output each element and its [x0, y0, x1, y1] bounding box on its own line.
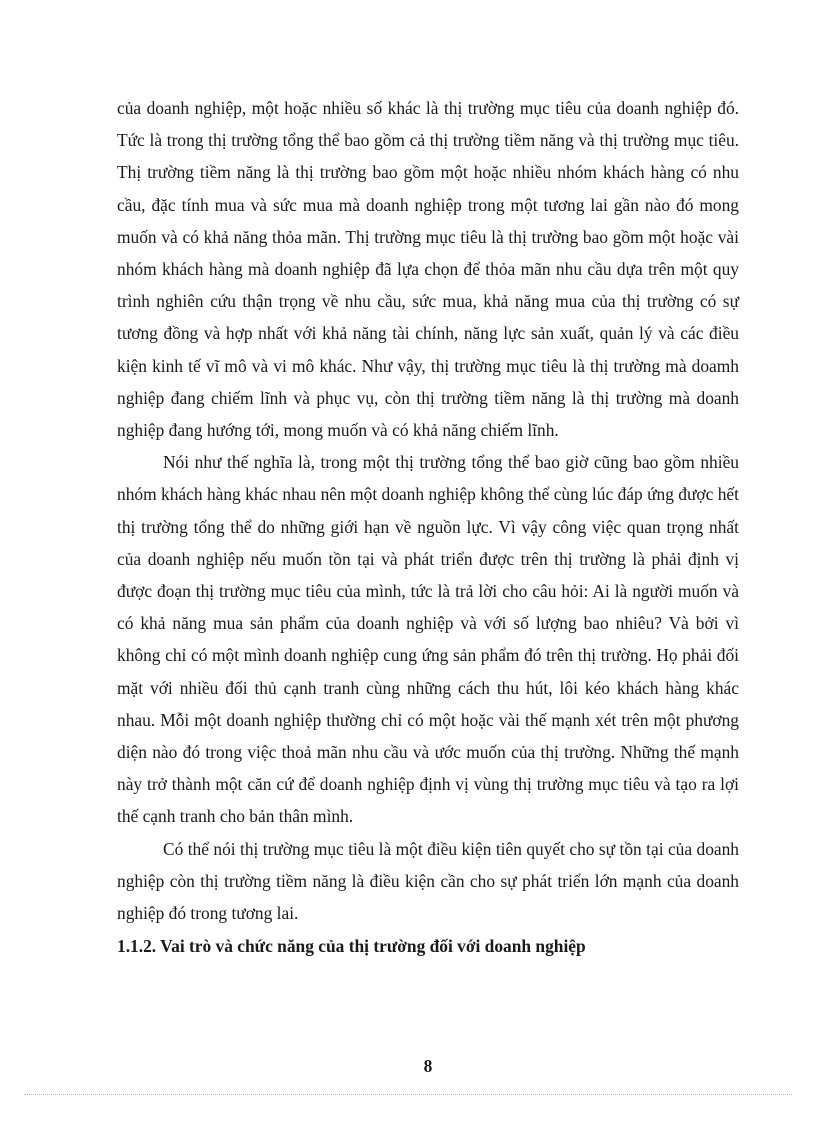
document-body: [117, 92, 739, 962]
footer-divider: [24, 1094, 792, 1095]
paragraph-continuation: của doanh nghiệp, một hoặc nhiều số khác là thị trường mục tiêu của doanh nghiệp đó. Tức là trong thị trường tổng thể bao gồm cả thị trường tiềm năng và thị trường mục tiêu. Thị trường tiềm năng là thị trường bao gồm một hoặc nhiều nhóm khách hàng có nhu cầu, đặc tính mua và sức mua mà doanh nghiệp trong một tương lai gần nào đó mong muốn và có khả năng thỏa mãn. Thị trường mục tiêu là thị trường bao gồm một hoặc vài nhóm khách hàng mà doanh nghiệp đã lựa chọn để thỏa mãn nhu cầu dựa trên một quy trình nghiên cứu thận trọng về nhu cầu, sức mua, khả năng mua của thị trường có sự tương đồng và hợp nhất với khả năng tài chính, năng lực sản xuất, quản lý và các điều kiện kinh tế vĩ mô và vi mô khác. Như vậy, thị trường mục tiêu là thị trường mà doamh nghiệp đang chiếm lĩnh và phục vụ, còn thị trường tiềm năng là thị trường mà doanh nghiệp đang hướng tới, mong muốn và có khả năng chiếm lĩnh.: [117, 98, 739, 441]
section-heading: 1.1.2. Vai trò và chức năng của thị trường đối với doanh nghiệp: [117, 936, 586, 957]
paragraph-conclusion: Có thể nói thị trường mục tiêu là một điều kiện tiên quyết cho sự tồn tại của doanh nghiệp còn thị trường tiềm năng là điều kiện cần cho sự phát triển lớn mạnh của doanh nghiệp đó trong tương lai.: [117, 838, 739, 924]
paragraph-target-market-positioning: Nói như thế nghĩa là, trong một thị trường tổng thể bao giờ cũng bao gồm nhiều nhóm khách hàng khác nhau nên một doanh nghiệp không thể cùng lúc đáp ứng được hết thị trường tổng thể do những giới hạn về nguồn lực. Vì vậy công việc quan trọng nhất của doanh nghiệp nếu muốn tồn tại và phát triển được trên thị trường là phải định vị được đoạn thị trường mục tiêu của mình, tức là trả lời cho câu hỏi: Ai là người muốn và có khả năng mua sản phẩm của doanh nghiệp và với số lượng bao nhiêu? Và bởi vì không chỉ có một mình doanh nghiệp cung ứng sản phẩm đó trên thị trường. Họ phải đối mặt với nhiều đối thủ cạnh tranh cùng những cách thu hút, lôi kéo khách hàng khác nhau. Mỗi một doanh nghiệp thường chỉ có một hoặc vài thế mạnh xét trên một phương diện nào đó trong việc thoả mãn nhu cầu và ước muốn của thị trường. Những thế mạnh này trở thành một căn cứ để doanh nghiệp định vị vùng thị trường mục tiêu và tạo ra lợi thế cạnh tranh cho bản thân mình.: [117, 452, 739, 827]
page-number: 8: [423, 1056, 433, 1076]
